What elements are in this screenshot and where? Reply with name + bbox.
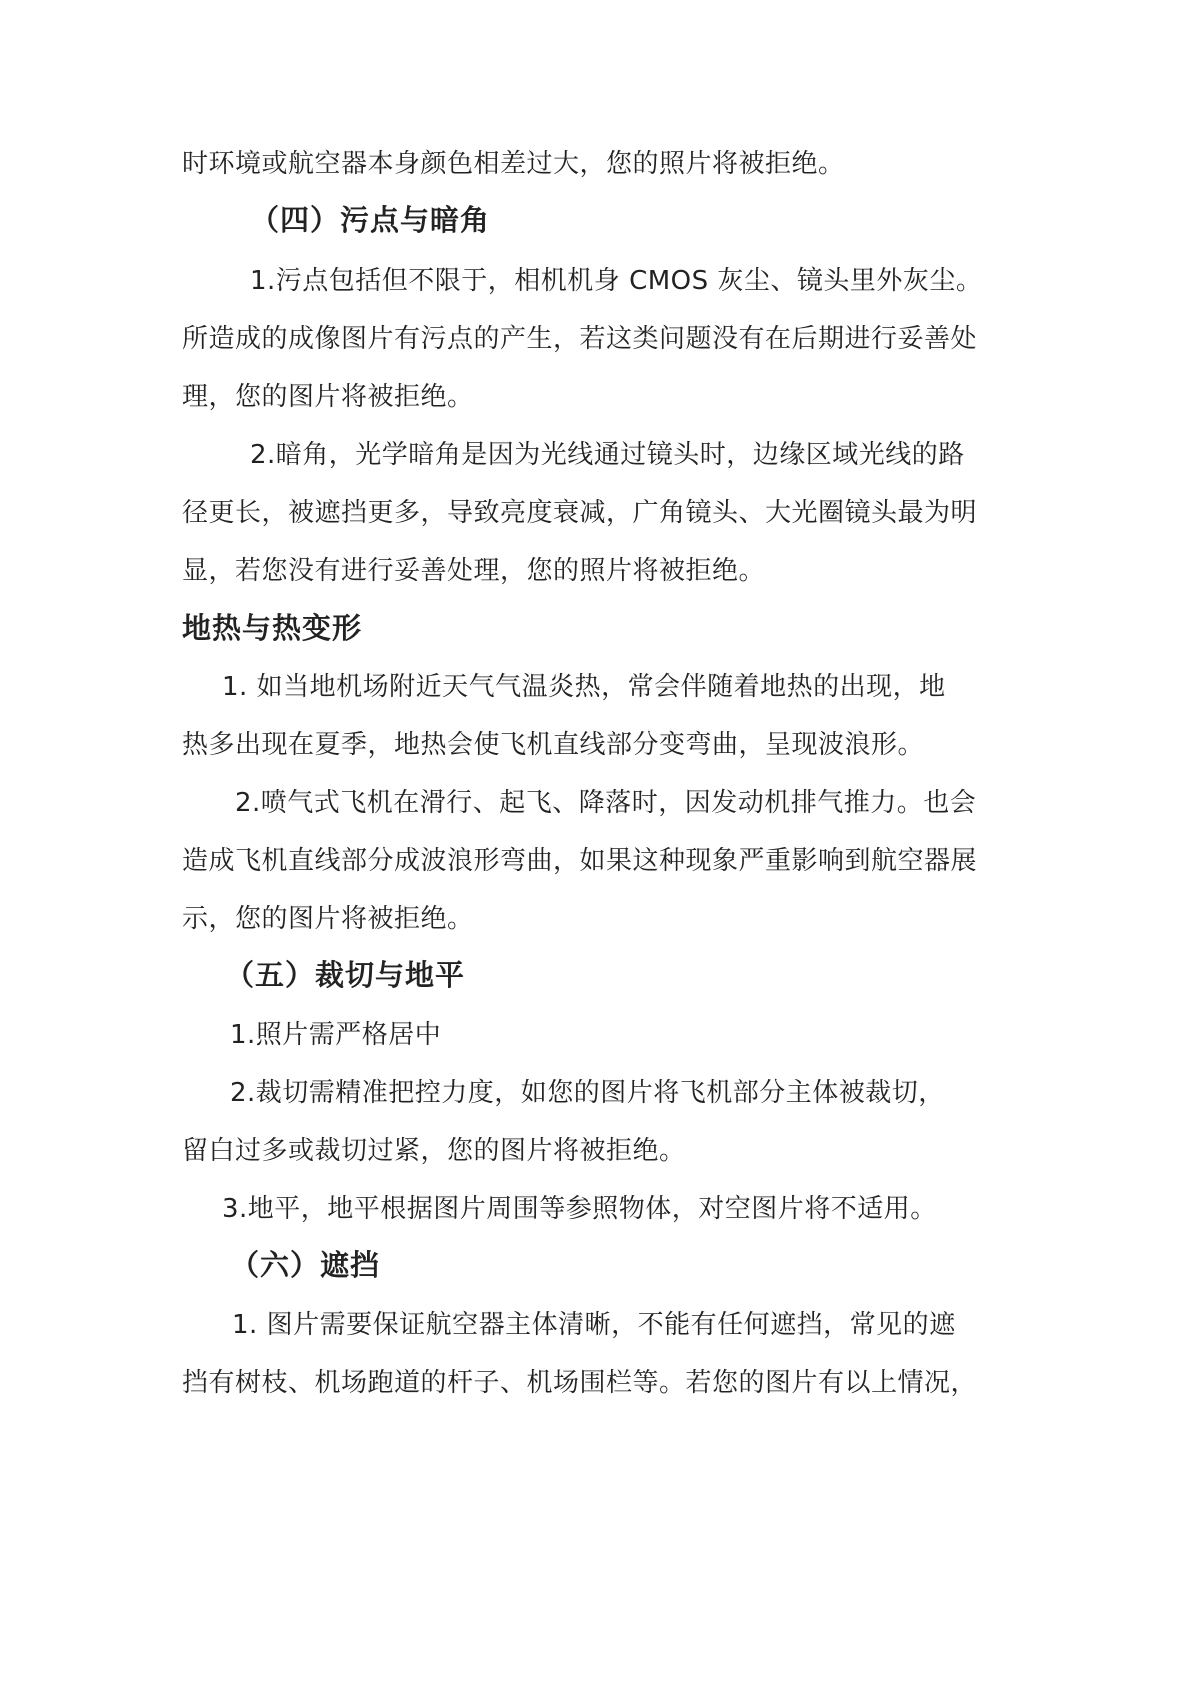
paragraph-line: 2.喷气式飞机在滑行、起飞、降落时，因发动机排气推力。也会 bbox=[235, 788, 977, 818]
paragraph-line: 1.照片需严格居中 bbox=[230, 1020, 442, 1050]
paragraph-line: 显，若您没有进行妥善处理，您的照片将被拒绝。 bbox=[182, 556, 766, 586]
paragraph-line: 2.裁切需精准把控力度，如您的图片将飞机部分主体被裁切， bbox=[230, 1078, 945, 1108]
section-heading-cropping-horizon: （五）裁切与地平 bbox=[225, 958, 466, 992]
paragraph-line: 3.地平，地平根据图片周围等参照物体，对空图片将不适用。 bbox=[222, 1194, 937, 1224]
paragraph-line: 1. 如当地机场附近天气气温炎热，常会伴随着地热的出现，地 bbox=[222, 672, 946, 702]
paragraph-line: 留白过多或裁切过紧，您的图片将被拒绝。 bbox=[182, 1136, 686, 1166]
paragraph-line: 热多出现在夏季，地热会使飞机直线部分变弯曲，呈现波浪形。 bbox=[182, 730, 925, 760]
paragraph-line: 径更长，被遮挡更多，导致亮度衰减，广角镜头、大光圈镜头最为明 bbox=[182, 498, 978, 528]
paragraph-line: 时环境或航空器本身颜色相差过大，您的照片将被拒绝。 bbox=[182, 149, 845, 179]
paragraph-line: 挡有树枝、机场跑道的杆子、机场围栏等。若您的图片有以上情况， bbox=[182, 1368, 978, 1398]
paragraph-line: 1.污点包括但不限于，相机机身 CMOS 灰尘、镜头里外灰尘。 bbox=[250, 266, 983, 296]
paragraph-line: 1. 图片需要保证航空器主体清晰，不能有任何遮挡，常见的遮 bbox=[232, 1310, 956, 1340]
paragraph-line: 造成飞机直线部分成波浪形弯曲，如果这种现象严重影响到航空器展 bbox=[182, 846, 978, 876]
section-heading-obstruction: （六）遮挡 bbox=[230, 1248, 381, 1282]
paragraph-line: 2.暗角，光学暗角是因为光线通过镜头时，边缘区域光线的路 bbox=[250, 440, 965, 470]
section-heading-heat-distortion: 地热与热变形 bbox=[182, 611, 363, 645]
paragraph-line: 所造成的成像图片有污点的产生，若这类问题没有在后期进行妥善处 bbox=[182, 324, 978, 354]
paragraph-line: 示，您的图片将被拒绝。 bbox=[182, 904, 474, 934]
paragraph-line: 理，您的图片将被拒绝。 bbox=[182, 382, 474, 412]
section-heading-stains-vignetting: （四）污点与暗角 bbox=[250, 203, 491, 237]
